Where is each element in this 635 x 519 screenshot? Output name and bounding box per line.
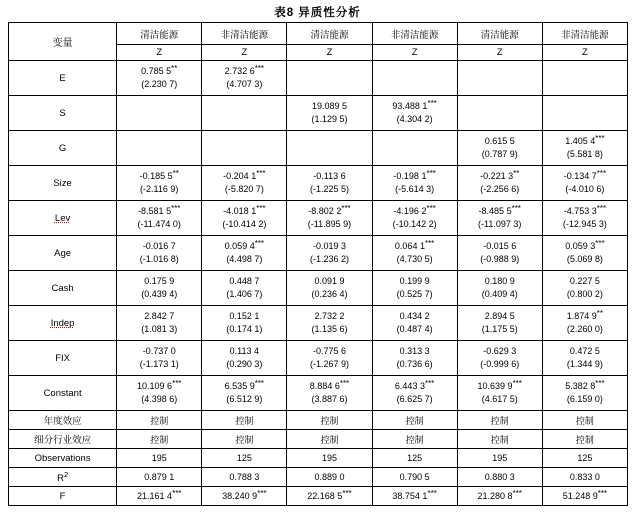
coefficient-cell: 0.091 9 (0.236 4) <box>287 271 372 306</box>
group-header-nonclean-1: 非清洁能源 <box>202 23 287 45</box>
row-label-age: Age <box>9 236 117 271</box>
table-row <box>9 166 628 201</box>
coefficient-cell: -0.221 3** (-2.256 6) <box>457 166 542 201</box>
coefficient-cell: -0.775 6 (-1.267 9) <box>287 341 372 376</box>
table-row <box>9 61 628 96</box>
summary-cell: 38.754 1*** <box>372 487 457 506</box>
coefficient-cell: -0.134 7*** (-4.010 6) <box>542 166 627 201</box>
coefficient-cell: 0.434 2 (0.487 4) <box>372 306 457 341</box>
coefficient-cell: 0.152 1 (0.174 1) <box>202 306 287 341</box>
group-header-clean-3: 清洁能源 <box>457 23 542 45</box>
row-label-constant: Constant <box>9 376 117 411</box>
coefficient-cell: 2.842 7 (1.081 3) <box>117 306 202 341</box>
row-label-f: F <box>9 487 117 506</box>
z-stat-header: Z <box>117 45 202 61</box>
coefficient-cell <box>287 61 372 96</box>
summary-cell: 0.788 3 <box>202 468 287 487</box>
coefficient-cell: 0.448 7 (1.406 7) <box>202 271 287 306</box>
summary-cell: 控制 <box>457 430 542 449</box>
z-stat-header: Z <box>457 45 542 61</box>
coefficient-cell: -4.018 1*** (-10.414 2) <box>202 201 287 236</box>
summary-cell: 22.168 5*** <box>287 487 372 506</box>
row-label-r2: $R^2$ <box>9 468 117 487</box>
coefficient-cell: -8.802 2*** (-11.895 9) <box>287 201 372 236</box>
coefficient-cell: 2.732 2 (1.135 6) <box>287 306 372 341</box>
summary-cell: 控制 <box>457 411 542 430</box>
row-label-g: G <box>9 131 117 166</box>
coefficient-cell: 2.894 5 (1.175 5) <box>457 306 542 341</box>
table-row <box>9 430 628 449</box>
coefficient-cell: -0.204 1*** (-5.820 7) <box>202 166 287 201</box>
z-stat-header: Z <box>287 45 372 61</box>
coefficient-cell: 0.472 5 (1.344 9) <box>542 341 627 376</box>
table-body <box>9 61 628 506</box>
row-label-size: Size <box>9 166 117 201</box>
table-title: 表8 异质性分析 <box>274 7 361 19</box>
coefficient-cell: 0.175 9 (0.439 4) <box>117 271 202 306</box>
table-row <box>9 468 628 487</box>
coefficient-cell <box>457 96 542 131</box>
summary-cell: 控制 <box>202 411 287 430</box>
coefficient-cell: 0.615 5 (0.787 9) <box>457 131 542 166</box>
coefficient-cell: 10.639 9*** (4.617 5) <box>457 376 542 411</box>
summary-cell: 195 <box>117 449 202 468</box>
coefficient-cell: -0.019 3 (-1.236 2) <box>287 236 372 271</box>
coefficient-cell: 8.884 6*** (3.887 6) <box>287 376 372 411</box>
coefficient-cell: 93.488 1*** (4.304 2) <box>372 96 457 131</box>
coefficient-cell: 0.227 5 (0.800 2) <box>542 271 627 306</box>
table-row <box>9 487 628 506</box>
row-label-observations: Observations <box>9 449 117 468</box>
coefficient-cell: -0.113 6 (-1.225 5) <box>287 166 372 201</box>
summary-cell: 38.240 9*** <box>202 487 287 506</box>
table-row <box>9 306 628 341</box>
coefficient-cell: 0.313 3 (0.736 6) <box>372 341 457 376</box>
coefficient-cell <box>202 96 287 131</box>
summary-cell: 0.790 5 <box>372 468 457 487</box>
table-row <box>9 271 628 306</box>
summary-cell: 控制 <box>372 430 457 449</box>
table-row <box>9 96 628 131</box>
coefficient-cell <box>287 131 372 166</box>
table-row <box>9 449 628 468</box>
summary-cell: 控制 <box>117 411 202 430</box>
coefficient-cell: -4.753 3*** (-12.945 3) <box>542 201 627 236</box>
summary-cell: 控制 <box>287 430 372 449</box>
coefficient-cell: -4.196 2*** (-10.142 2) <box>372 201 457 236</box>
coefficient-cell: 0.785 5** (2.230 7) <box>117 61 202 96</box>
coefficient-cell: -0.185 5** (-2.116 9) <box>117 166 202 201</box>
group-header-nonclean-3: 非清洁能源 <box>542 23 627 45</box>
coefficient-cell <box>202 131 287 166</box>
summary-cell: 控制 <box>202 430 287 449</box>
coefficient-cell <box>372 131 457 166</box>
coefficient-cell: 0.064 1*** (4.730 5) <box>372 236 457 271</box>
summary-cell: 控制 <box>542 411 627 430</box>
row-label-s: S <box>9 96 117 131</box>
coefficient-cell <box>117 131 202 166</box>
table-row <box>9 201 628 236</box>
summary-cell: 125 <box>542 449 627 468</box>
coefficient-cell: 5.382 8*** (6.159 0) <box>542 376 627 411</box>
summary-cell: 控制 <box>117 430 202 449</box>
z-stat-header: Z <box>372 45 457 61</box>
summary-cell: 21.161 4*** <box>117 487 202 506</box>
coefficient-cell: -0.629 3 (-0.999 6) <box>457 341 542 376</box>
table-row <box>9 236 628 271</box>
summary-cell: 51.248 9*** <box>542 487 627 506</box>
coefficient-cell <box>457 61 542 96</box>
coefficient-cell: 0.113 4 (0.290 3) <box>202 341 287 376</box>
row-label-indep: Indep <box>9 306 117 341</box>
coefficient-cell: 0.059 3*** (5.069 8) <box>542 236 627 271</box>
coefficient-cell: -0.198 1*** (-5.614 3) <box>372 166 457 201</box>
summary-cell: 0.889 0 <box>287 468 372 487</box>
row-label-e: E <box>9 61 117 96</box>
coefficient-cell <box>542 96 627 131</box>
summary-cell: 21.280 8*** <box>457 487 542 506</box>
coefficient-cell: 6.443 3*** (6.625 7) <box>372 376 457 411</box>
coefficient-cell: 10.109 6*** (4.398 6) <box>117 376 202 411</box>
variable-column-header: 变量 <box>9 23 117 61</box>
coefficient-cell: -0.016 7 (-1.016 8) <box>117 236 202 271</box>
coefficient-cell: 0.180 9 (0.409 4) <box>457 271 542 306</box>
coefficient-cell: -8.581 5*** (-11.474 0) <box>117 201 202 236</box>
summary-cell: 控制 <box>372 411 457 430</box>
coefficient-cell: -0.737 0 (-1.173 1) <box>117 341 202 376</box>
group-header-row <box>9 23 628 45</box>
summary-cell: 0.879 1 <box>117 468 202 487</box>
z-stat-header: Z <box>542 45 627 61</box>
coefficient-cell: -8.485 5*** (-11.097 3) <box>457 201 542 236</box>
summary-cell: 195 <box>287 449 372 468</box>
coefficient-cell: 6.535 9*** (6.512 9) <box>202 376 287 411</box>
group-header-clean-1: 清洁能源 <box>117 23 202 45</box>
summary-cell: 125 <box>372 449 457 468</box>
summary-cell: 195 <box>457 449 542 468</box>
row-label-fix: FIX <box>9 341 117 376</box>
row-label-细分行业效应: 细分行业效应 <box>9 430 117 449</box>
row-label-cash: Cash <box>9 271 117 306</box>
summary-cell: 125 <box>202 449 287 468</box>
heterogeneity-table <box>8 22 628 506</box>
table-row <box>9 341 628 376</box>
coefficient-cell <box>542 61 627 96</box>
group-header-nonclean-2: 非清洁能源 <box>372 23 457 45</box>
row-label-lev: Lev <box>9 201 117 236</box>
group-header-clean-2: 清洁能源 <box>287 23 372 45</box>
summary-cell: 0.880 3 <box>457 468 542 487</box>
table-row <box>9 376 628 411</box>
coefficient-cell: 2.732 6*** (4.707 3) <box>202 61 287 96</box>
summary-cell: 0.833 0 <box>542 468 627 487</box>
coefficient-cell: -0.015 6 (-0.988 9) <box>457 236 542 271</box>
coefficient-cell: 0.059 4*** (4.498 7) <box>202 236 287 271</box>
coefficient-cell <box>117 96 202 131</box>
z-stat-header: Z <box>202 45 287 61</box>
coefficient-cell: 1.405 4*** (5.581 8) <box>542 131 627 166</box>
summary-cell: 控制 <box>287 411 372 430</box>
table-row <box>9 131 628 166</box>
table-row <box>9 411 628 430</box>
coefficient-cell: 19.089 5 (1.129 5) <box>287 96 372 131</box>
coefficient-cell <box>372 61 457 96</box>
coefficient-cell: 1.874 9** (2.260 0) <box>542 306 627 341</box>
coefficient-cell: 0.199 9 (0.525 7) <box>372 271 457 306</box>
row-label-年度效应: 年度效应 <box>9 411 117 430</box>
summary-cell: 控制 <box>542 430 627 449</box>
